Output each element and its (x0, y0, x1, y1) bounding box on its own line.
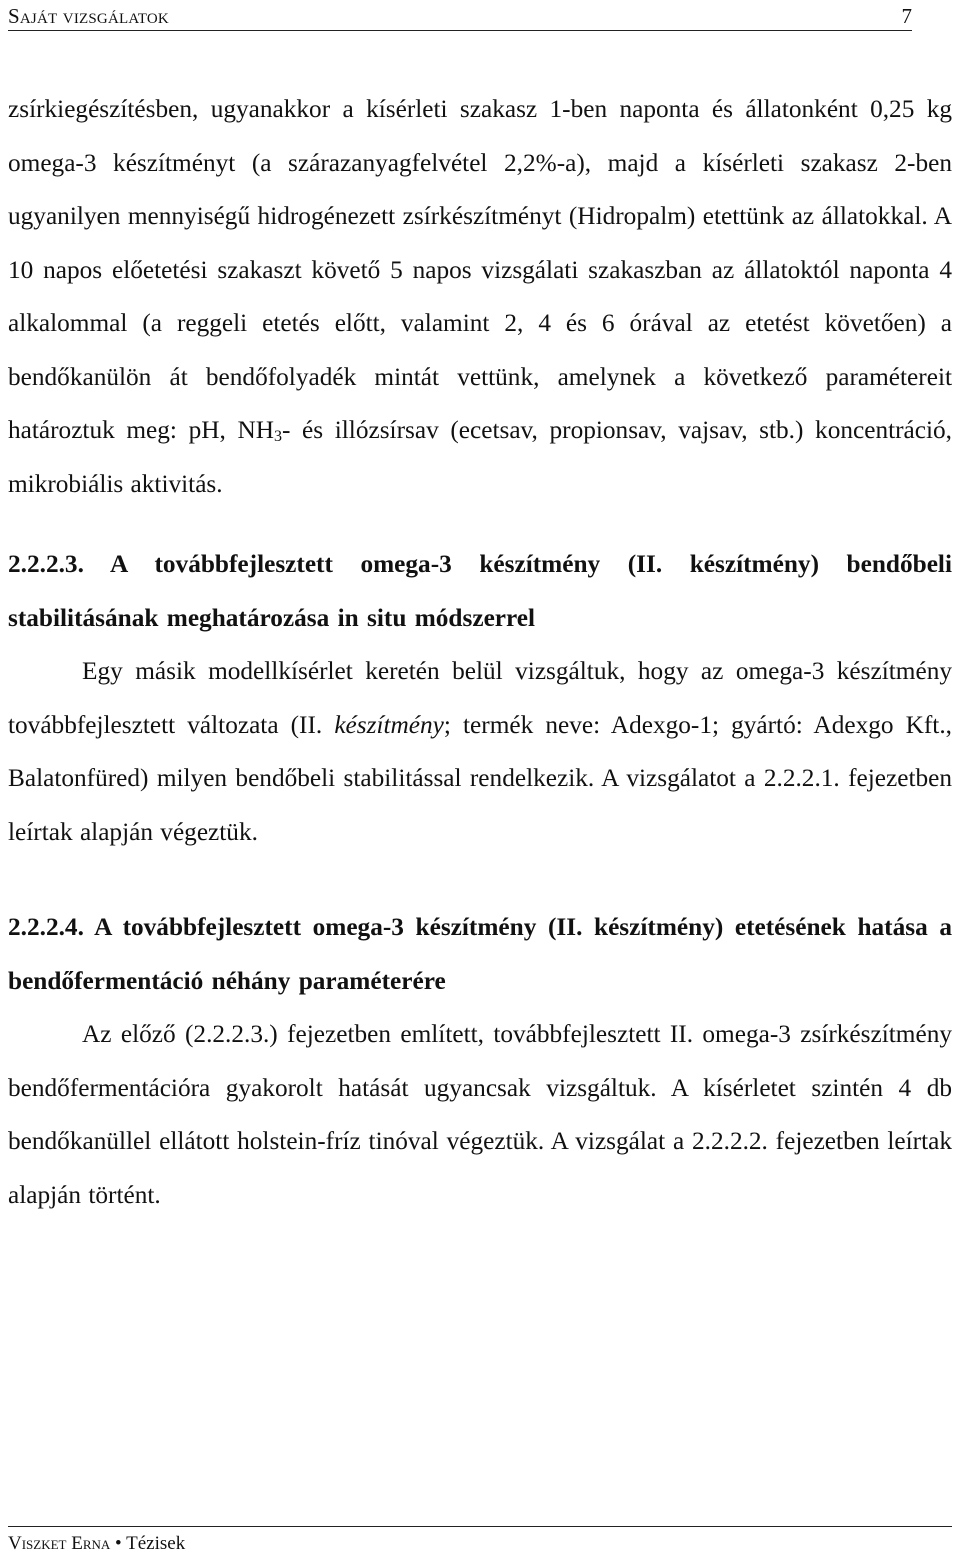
paragraph-in-situ (8, 645, 952, 859)
running-title: Saját vizsgálatok (8, 4, 169, 28)
paragraph-text-continued: ; termék neve: Adexgo-1; gyártó: Adexgo Kft., Balatonfüred) milyen bendőbeli stabilitással rendelkezik. A vizsgálatot a 2.2.2.1. fejezetben leírtak alapján végeztük. (8, 710, 952, 846)
footer-separator: • (110, 1533, 127, 1554)
section-heading-2-2-2-3: 2.2.2.3. A továbbfejlesztett omega-3 készítmény (II. készítmény) bendőbeli stabilitásának meghatározása in situ módszerrel (8, 550, 952, 632)
footer-author: Viszket Erna (8, 1533, 111, 1554)
page-number: 7 (901, 4, 912, 28)
subscript: 3 (274, 428, 282, 445)
italic-term: készítmény (334, 710, 444, 739)
section-heading-2-2-2-4: 2.2.2.4. A továbbfejlesztett omega-3 készítmény (II. készítmény) etetésének hatása a bendőfermentáció néhány paraméterére (8, 913, 952, 995)
paragraph-text: zsírkiegészítésben, ugyanakkor a kísérleti szakasz 1-ben naponta és állatonként 0,25 kg omega-3 készítményt (a szárazanyagfelvétel 2,2%-a), majd a kísérleti szakasz 2-ben ugyanilyen mennyiségű hidrogénezett zsírkészítményt (Hidropalm) etettünk az állatokkal. A 10 napos előetetési szakaszt követő 5 napos vizsgálati szakaszban az állatoktól naponta 4 alkalommal (a reggeli etetés előtt, valamint 2, 4 és 6 órával az etetést követően) a bendőkanülön át bendőfolyadék mintát vettünk, amelynek a következő paramétereit határoztuk meg: pH, NH (8, 95, 952, 444)
paragraph-fermentation: Az előző (2.2.2.3.) fejezetben említett, továbbfejlesztett II. omega-3 zsírkészítmény bendőfermentációra gyakorolt hatását ugyancsak vizsgáltuk. A kísérletet szintén 4 db bendőkanüllel ellátott holstein-fríz tinóval végeztük. A vizsgálat a 2.2.2.2. fejezetben leírtak alapján történt. (8, 1020, 952, 1209)
paragraph-text: Egy másik modellkísérlet keretén belül vizsgáltuk, hogy az omega-3 készítmény továbbfejlesztett változata (II. (8, 657, 952, 739)
page-footer (8, 1526, 952, 1555)
page-header (8, 4, 912, 31)
page-body (8, 83, 952, 1222)
footer-label: Tézisek (126, 1533, 186, 1554)
paragraph-feeding (8, 83, 952, 511)
paragraph-text-continued: - és illózsírsav (ecetsav, propionsav, vajsav, stb.) koncentráció, mikrobiális aktivitás. (8, 416, 953, 498)
